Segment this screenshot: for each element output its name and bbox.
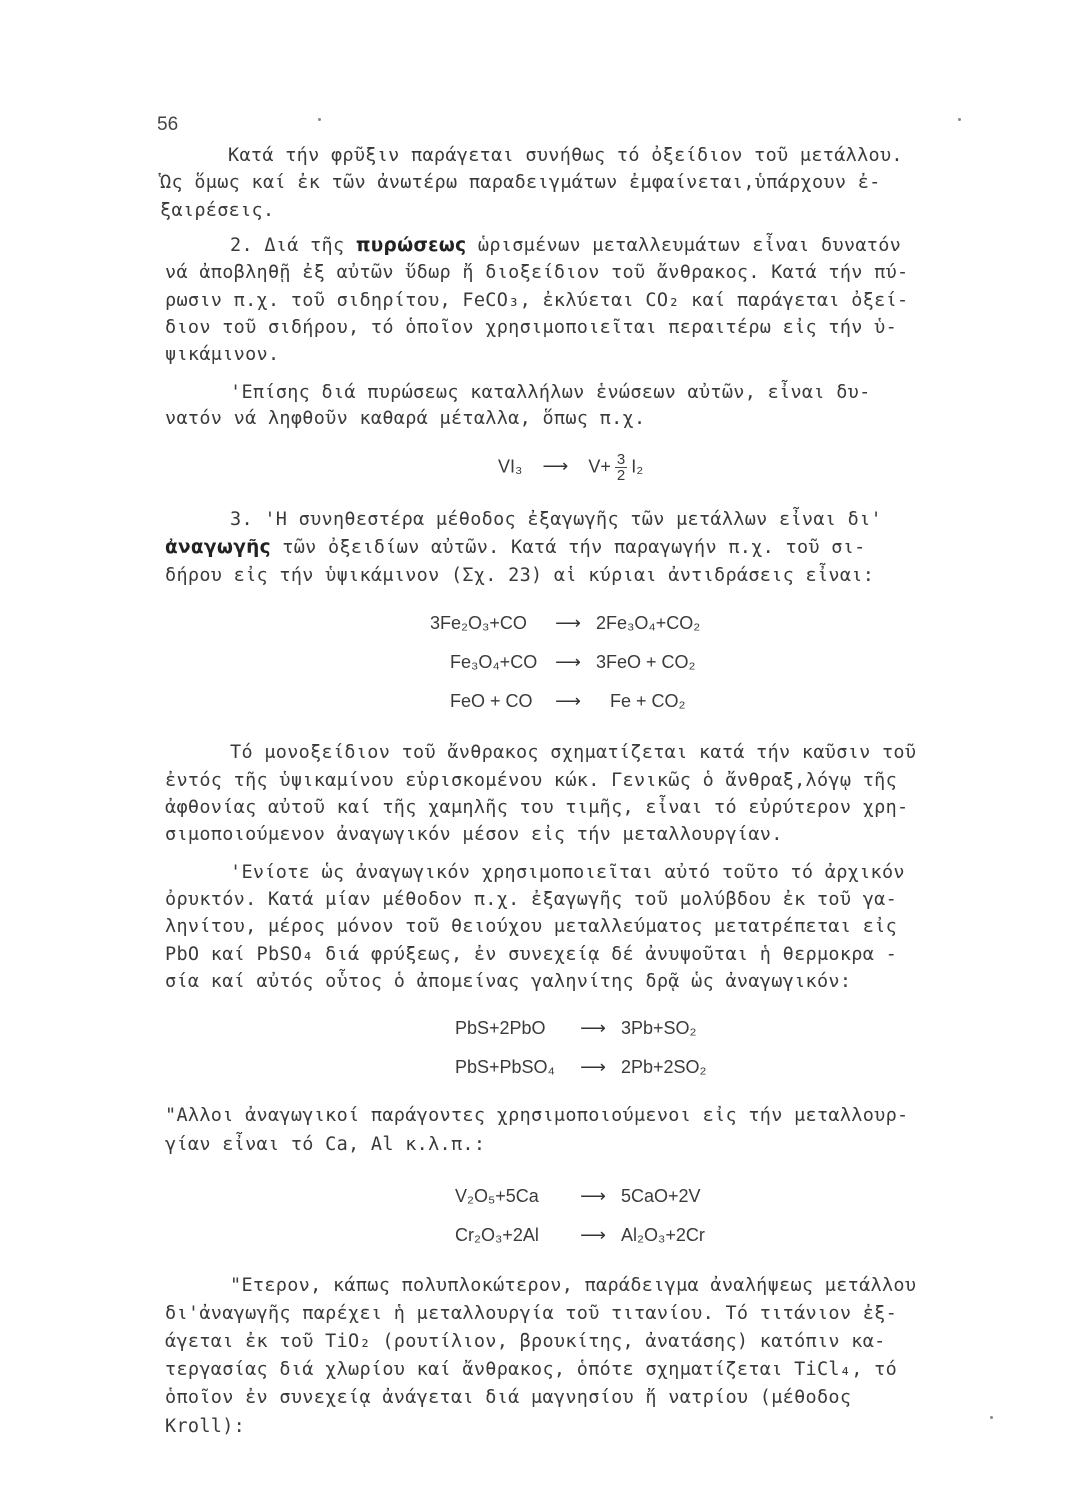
eq-rhs: 5CaO+2V — [621, 1186, 701, 1206]
p5-line-3: ἀφθονίας αὐτοῦ καί τῆς χαμηλῆς του τιμῆς, εἶναι τό εὐρύτερον χρη- — [165, 797, 909, 818]
p8-line-3: άγεται ἐκ τοῦ TiO₂ (ρουτίλιον, βρουκίτης, ἀνατάσης) κατόπιν κα- — [165, 1331, 886, 1352]
scan-speck — [958, 118, 961, 121]
reaction-arrow-icon: ⟶ — [555, 613, 581, 633]
p4-line-1: 3. 'Η συνηθεστέρα μέθοδος ἐξαγωγῆς τῶν μετάλλων εἶναι δι' — [230, 509, 882, 530]
equation-iron-2 — [450, 651, 696, 673]
p6-line-3: ληνίτου, μέρος μόνον τοῦ θειούχου μεταλλεύματος μετατρέπεται εἰς — [165, 916, 898, 937]
p2-line-4: διον τοῦ σιδήρου, τό ὁποῖον χρησιμοποιεῖται περαιτέρω εἰς τήν ὑ- — [165, 317, 898, 338]
p4-line-2 — [165, 537, 866, 559]
p2-line-1 — [230, 235, 901, 257]
p2-line-5: ψικάμινον. — [165, 344, 280, 365]
eq-lhs: PbS+PbSO₄ — [455, 1057, 555, 1077]
eq-lhs: V₂O₅+5Ca — [455, 1186, 539, 1206]
p5-line-1: Τό μονοξείδιον τοῦ ἄνθρακος σχηματίζεται κατά τήν καῦσιν τοῦ — [230, 742, 917, 763]
eq-rhs: Fe + CO₂ — [610, 691, 686, 711]
fraction-denominator: 2 — [616, 467, 626, 484]
reaction-arrow-icon: ⟶ — [580, 1225, 606, 1245]
fraction-numerator: 3 — [616, 451, 626, 468]
equation-vi3 — [498, 452, 643, 483]
eq-rhs: 2Pb+2SO₂ — [621, 1057, 707, 1077]
reaction-arrow-icon: ⟶ — [542, 456, 569, 477]
eq-lhs: Fe₃O₄+CO — [450, 652, 538, 672]
reaction-arrow-icon: ⟶ — [580, 1057, 606, 1077]
p7-line-1: "Αλλοι ἀναγωγικοί παράγοντες χρησιμοποιούμενοι εἰς τήν μεταλλουρ- — [165, 1105, 909, 1126]
eq-vi3-rhs-post: I₂ — [631, 456, 644, 477]
eq-lhs: PbS+2PbO — [455, 1018, 546, 1038]
eq-vi3-rhs-pre: V+ — [588, 456, 611, 477]
p4-bold-term: ἀναγωγῆς — [165, 537, 271, 558]
fraction — [615, 452, 627, 483]
equation-lead-1 — [455, 1017, 697, 1039]
eq-rhs: Al₂O₃+2Cr — [621, 1225, 705, 1245]
eq-rhs: 2Fe₃O₄+CO₂ — [596, 613, 701, 633]
p3-line-2: νατόν νά ληφθοῦν καθαρά μέταλλα, ὅπως π.χ. — [165, 408, 646, 429]
reaction-arrow-icon: ⟶ — [580, 1018, 606, 1038]
p6-line-5: σία καί αὐτός οὗτος ὁ ἀπομείνας γαληνίτης δρᾷ ὡς ἀναγωγικόν: — [165, 971, 852, 992]
p2-line-2: νά ἀποβληθῇ ἐξ αὐτῶν ὕδωρ ἤ διοξείδιον τοῦ ἄνθρακος. Κατά τήν πύ- — [165, 262, 909, 283]
page-number: 56 — [157, 114, 179, 135]
p5-line-2: ἐντός τῆς ὑψικαμίνου εὑρισκομένου κώκ. Γενικῶς ὁ ἄνθραξ,λόγῳ τῆς — [165, 770, 898, 791]
p7-line-2: γίαν εἶναι τό Ca, Al κ.λ.π.: — [165, 1134, 486, 1155]
reaction-arrow-icon: ⟶ — [580, 1186, 606, 1206]
eq-rhs: 3Pb+SO₂ — [621, 1018, 697, 1038]
p8-line-6: Kroll): — [165, 1416, 246, 1437]
p5-line-4: σιμοποιούμενον ἀναγωγικόν μέσον εἰς τήν μεταλλουργίαν. — [165, 824, 783, 845]
p2-post: ὡρισμένων μεταλλευμάτων εἶναι δυνατόν — [466, 235, 902, 256]
p2-line-3: ρωσιν π.χ. τοῦ σιδηρίτου, FeCO₃, ἐκλύεται CO₂ καί παράγεται ὀξεί- — [165, 290, 909, 311]
p8-line-2: δι'ἀναγωγῆς παρέχει ἡ μεταλλουργία τοῦ τιτανίου. Τό τιτάνιον ἐξ- — [165, 1303, 898, 1324]
p1-line-3: ξαιρέσεις. — [160, 200, 275, 221]
p6-line-1: 'Ενίοτε ὡς ἀναγωγικόν χρησιμοποιεῖται αὐτό τοῦτο τό ἀρχικόν — [230, 862, 905, 883]
p4-line-2-text: τῶν ὀξειδίων αὐτῶν. Κατά τήν παραγωγήν π.χ. τοῦ σι- — [270, 537, 866, 558]
scan-speck — [318, 118, 321, 121]
equation-iron-3 — [450, 690, 686, 712]
p2-pre: 2. Διά τῆς — [230, 235, 356, 256]
reaction-arrow-icon: ⟶ — [555, 652, 581, 672]
p2-bold-term: πυρώσεως — [355, 235, 467, 256]
equation-vanadium — [455, 1185, 701, 1207]
eq-lhs: FeO + CO — [450, 691, 533, 711]
p8-line-5: ὁποῖον ἐν συνεχείᾳ ἀνάγεται διά μαγνησίου ἤ νατρίου (μέθοδος — [165, 1387, 852, 1408]
equation-iron-1 — [430, 612, 700, 634]
eq-lhs: Cr₂O₃+2Al — [455, 1225, 539, 1245]
eq-vi3-lhs: VI₃ — [498, 456, 523, 477]
p4-line-3: δήρου εἰς τήν ὑψικάμινον (Σχ. 23) αἱ κύριαι ἀντιδράσεις εἶναι: — [165, 565, 875, 586]
p1-line-2: Ὡς ὅμως καί ἐκ τῶν ἀνωτέρω παραδειγμάτων ἐμφαίνεται,ὑπάρχουν ἐ- — [160, 172, 881, 193]
p3-line-1: 'Επίσης διά πυρώσεως καταλλήλων ἑνώσεων αὐτῶν, εἶναι δυ- — [230, 382, 871, 403]
reaction-arrow-icon: ⟶ — [555, 691, 581, 711]
p8-line-1: "Ετερον, κάπως πολυπλοκώτερον, παράδειγμα ἀναλήψεως μετάλλου — [230, 1275, 917, 1296]
p6-line-2: ὀρυκτόν. Κατά μίαν μέθοδον π.χ. ἐξαγωγῆς τοῦ μολύβδου ἐκ τοῦ γα- — [165, 889, 898, 910]
p8-line-4: τεργασίας διά χλωρίου καί ἄνθρακος, ὁπότε σχηματίζεται TiCl₄, τό — [165, 1359, 898, 1380]
p6-line-4: PbO καί PbSO₄ διά φρύξεως, ἐν συνεχείᾳ δέ ἀνυψοῦται ἡ θερμοκρα - — [165, 944, 898, 965]
equation-chromium — [455, 1224, 705, 1246]
p1-line-1: Κατά τήν φρῦξιν παράγεται συνήθως τό ὀξείδιον τοῦ μετάλλου. — [228, 145, 903, 166]
eq-rhs: 3FeO + CO₂ — [596, 652, 696, 672]
equation-lead-2 — [455, 1056, 707, 1078]
eq-lhs: 3Fe₂O₃+CO — [430, 613, 527, 633]
scan-speck — [990, 1416, 993, 1419]
